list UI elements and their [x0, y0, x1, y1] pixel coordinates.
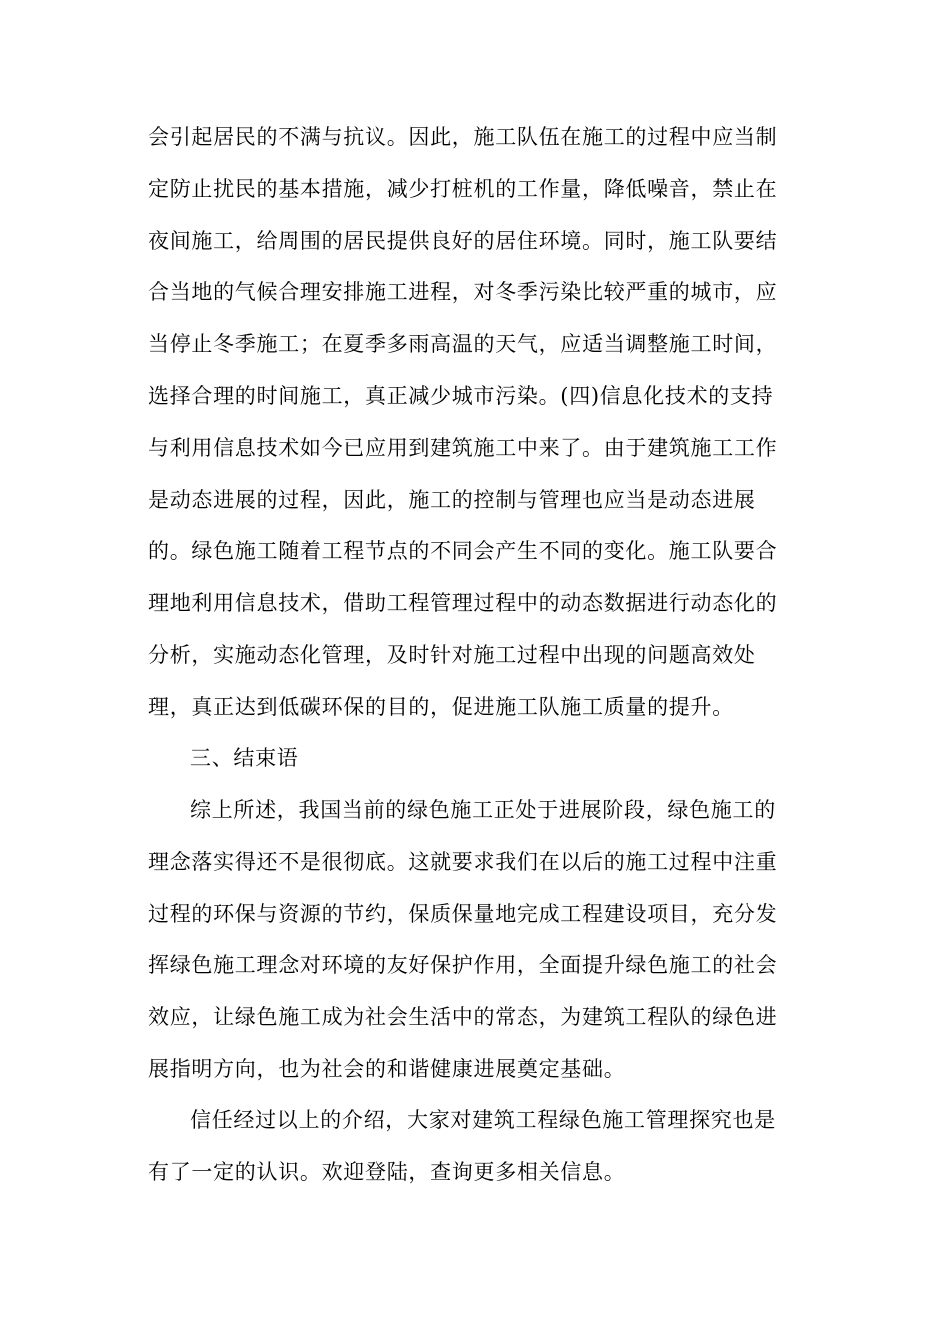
- text-line: 会引起居民的不满与抗议。因此，施工队伍在施工的过程中应当制: [148, 125, 778, 149]
- text-line: 挥绿色施工理念对环境的友好保护作用，全面提升绿色施工的社会: [148, 953, 778, 978]
- text-line: 理念落实得还不是很彻底。这就要求我们在以后的施工过程中注重: [148, 849, 778, 874]
- text-line: 展指明方向，也为社会的和谐健康进展奠定基础。: [148, 1056, 626, 1081]
- text-line: 是动态进展的过程，因此，施工的控制与管理也应当是动态进展: [148, 487, 756, 512]
- text-line: 的。绿色施工随着工程节点的不同会产生不同的变化。施工队要合: [148, 539, 778, 564]
- paragraph-closing-note: [148, 1095, 800, 1199]
- text-line: 理地利用信息技术，借助工程管理过程中的动态数据进行动态化的: [148, 591, 778, 616]
- text-line: 与利用信息技术如今已应用到建筑施工中来了。由于建筑施工工作: [148, 435, 778, 460]
- text-line: 综上所述，我国当前的绿色施工正处于进展阶段，绿色施工的: [190, 798, 776, 822]
- text-line: 有了一定的认识。欢迎登陆，查询更多相关信息。: [148, 1159, 626, 1184]
- text-line: 分析，实施动态化管理，及时针对施工过程中出现的问题高效处: [148, 642, 756, 667]
- paragraph-construction-measures: [148, 112, 800, 734]
- text-line: 夜间施工，给周围的居民提供良好的居住环境。同时，施工队要结: [148, 228, 778, 253]
- text-line: 选择合理的时间施工，真正减少城市污染。(四)信息化技术的支持: [148, 383, 774, 408]
- text-line: 效应，让绿色施工成为社会生活中的常态，为建筑工程队的绿色进: [148, 1005, 778, 1030]
- text-line: 理，真正达到低碳环保的目的，促进施工队施工质量的提升。: [148, 694, 734, 719]
- text-line: 信任经过以上的介绍，大家对建筑工程绿色施工管理探究也是: [190, 1108, 776, 1132]
- section-heading-conclusion: [148, 733, 800, 785]
- text-line: 当停止冬季施工；在夏季多雨高温的天气，应适当调整施工时间，: [148, 332, 778, 357]
- section-heading-text: 三、结束语: [190, 746, 299, 770]
- text-line: 合当地的气候合理安排施工进程，对冬季污染比较严重的城市，应: [148, 280, 778, 305]
- text-line: 定防止扰民的基本措施，减少打桩机的工作量，降低噪音，禁止在: [148, 176, 778, 201]
- paragraph-conclusion: [148, 785, 800, 1096]
- text-line: 过程的环保与资源的节约，保质保量地完成工程建设项目，充分发: [148, 901, 778, 926]
